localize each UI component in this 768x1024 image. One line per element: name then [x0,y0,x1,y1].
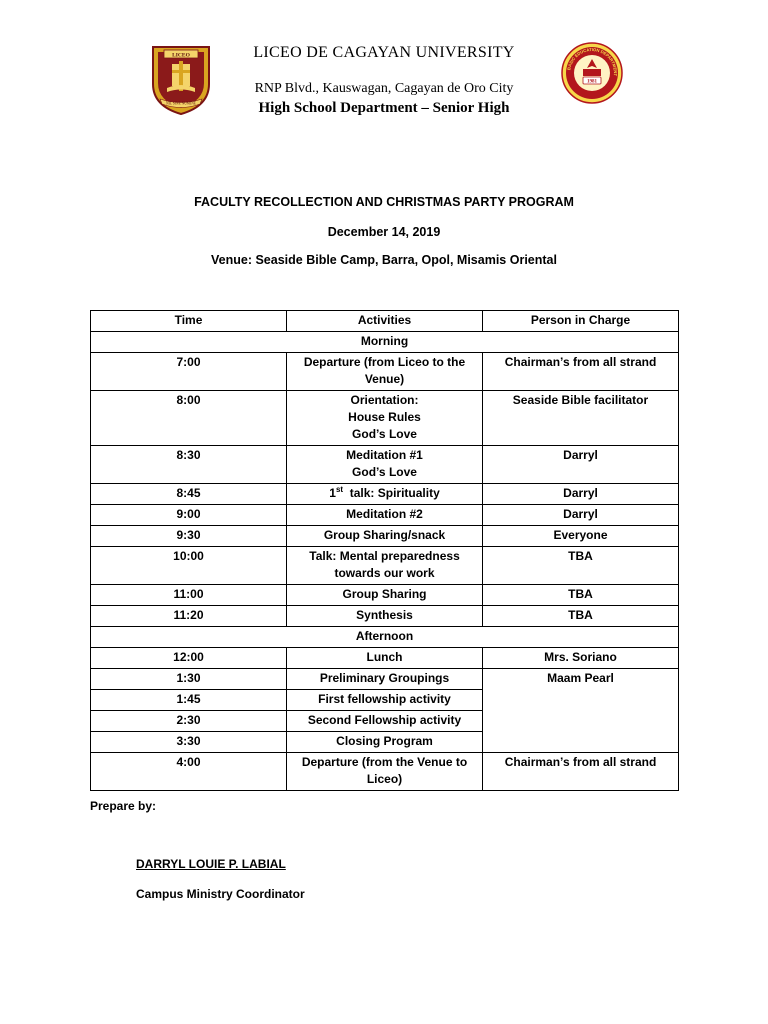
time-cell: 1:30 [91,669,287,690]
table-row [91,353,679,391]
activity-cell [287,753,483,791]
time-cell: 11:00 [91,585,287,606]
table-row [91,606,679,627]
prepared-by-label: Prepare by: [90,799,157,813]
time-cell: 1:45 [91,690,287,711]
activity-cell [287,353,483,391]
time-cell: 4:00 [91,753,287,791]
time-cell: 9:30 [91,526,287,547]
person-cell: Everyone [483,526,679,547]
program-title: FACULTY RECOLLECTION AND CHRISTMAS PARTY PROGRAM [194,195,574,209]
time-cell: 8:00 [91,391,287,446]
activity-cell: Synthesis [287,606,483,627]
person-cell: Darryl [483,484,679,505]
activity-cell [287,446,483,484]
basic-education-seal-icon [561,42,623,104]
activity-line: Meditation #1 [346,448,423,462]
activity-text: talk: Spirituality [343,486,440,500]
time-cell: 7:00 [91,353,287,391]
department-name: High School Department – Senior High [258,100,510,116]
person-cell: TBA [483,547,679,585]
person-cell: Darryl [483,446,679,484]
activity-ordinal: 1 [329,486,336,500]
program-table [90,310,679,791]
table-row [91,391,679,446]
person-cell-merged: Maam Pearl [483,669,679,753]
table-row [91,547,679,585]
activity-line: God’s Love [352,465,417,479]
letterhead [0,0,768,130]
table-row [91,648,679,669]
section-label-morning: Morning [91,332,679,353]
activity-line: Talk: Mental preparedness [309,549,460,563]
university-crest-icon [150,44,212,116]
activity-cell: Group Sharing [287,585,483,606]
table-row [91,669,679,690]
person-cell: TBA [483,606,679,627]
activity-cell [287,391,483,446]
activity-cell [287,547,483,585]
header-activities: Activities [287,311,483,332]
time-cell: 8:45 [91,484,287,505]
activity-cell: Lunch [287,648,483,669]
table-row [91,585,679,606]
person-cell: Mrs. Soriano [483,648,679,669]
activity-line: Liceo) [366,772,403,786]
seal-year-text: 1981 [587,79,597,85]
activity-line: Venue) [364,372,405,386]
activity-line: towards our work [334,566,435,580]
table-row [91,484,679,505]
table-row [91,526,679,547]
table-row [91,753,679,791]
activity-line: Orientation: [350,393,419,407]
crest-banner-text: LICEO [172,52,190,59]
university-name: LICEO DE CAGAYAN UNIVERSITY [253,44,515,61]
header-person: Person in Charge [483,311,679,332]
time-cell: 12:00 [91,648,287,669]
activity-line: Departure (from the Venue to [301,755,468,769]
person-cell: TBA [483,585,679,606]
seal-ring-text: BASIC EDUCATION DEPARTMENT [566,46,619,77]
person-cell: Darryl [483,505,679,526]
section-row-morning [91,332,679,353]
activity-cell: Meditation #2 [287,505,483,526]
table-row [91,446,679,484]
university-address: RNP Blvd., Kauswagan, Cagayan de Oro City [254,81,514,96]
time-cell: 10:00 [91,547,287,585]
section-row-afternoon [91,627,679,648]
table-row [91,505,679,526]
program-venue: Venue: Seaside Bible Camp, Barra, Opol, Misamis Oriental [211,253,557,267]
crest-motto-text: NIL SINE NUMINE [165,101,197,106]
activity-cell: Group Sharing/snack [287,526,483,547]
activity-line: Departure (from Liceo to the [303,355,466,369]
signatory-title: Campus Ministry Coordinator [136,887,305,901]
activity-cell: Second Fellowship activity [287,711,483,732]
time-cell: 9:00 [91,505,287,526]
time-cell: 2:30 [91,711,287,732]
person-cell: Seaside Bible facilitator [483,391,679,446]
time-cell: 3:30 [91,732,287,753]
activity-ordinal-suffix: st [335,485,344,494]
program-date: December 14, 2019 [327,225,441,239]
signatory-name: DARRYL LOUIE P. LABIAL [136,857,286,871]
time-cell: 11:20 [91,606,287,627]
table-header-row [91,311,679,332]
activity-cell: Preliminary Groupings [287,669,483,690]
header-time: Time [91,311,287,332]
activity-cell: Closing Program [287,732,483,753]
activity-cell: First fellowship activity [287,690,483,711]
person-cell: Chairman’s from all strand [483,353,679,391]
time-cell: 8:30 [91,446,287,484]
section-label-afternoon: Afternoon [91,627,679,648]
activity-line: God’s Love [352,427,417,441]
activity-line: House Rules [348,410,421,424]
person-cell: Chairman’s from all strand [483,753,679,791]
activity-cell [287,484,483,505]
